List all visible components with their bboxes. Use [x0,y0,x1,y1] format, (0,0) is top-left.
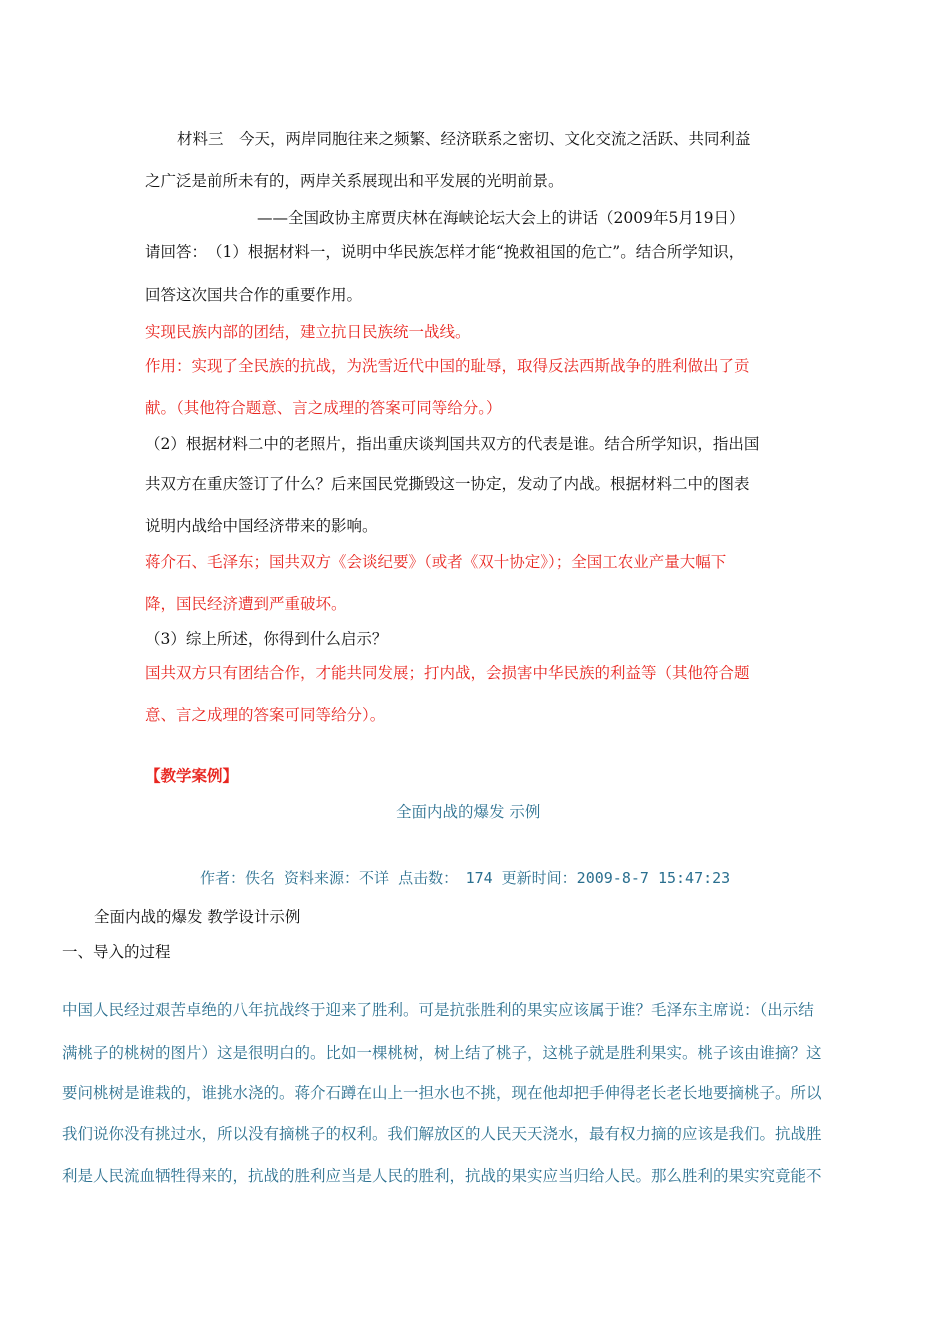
section-heading-intro: 一、导入的过程 [62,943,171,961]
case-heading: 【教学案例】 [145,766,239,785]
paragraph-line: 要问桃树是谁栽的，谁挑水浇的。蒋介石蹲在山上一担水也不挑，现在他却把手伸得老长老长地要摘桃子。所以 [62,1084,822,1102]
question1-line1: 请回答： （1）根据材料一，说明中华民族怎样才能“挽救祖国的危亡”。结合所学知识， [145,243,745,261]
question2-line3: 说明内战给中国经济带来的影响。 [145,517,378,535]
paragraph-line: 中国人民经过艰苦卓绝的八年抗战终于迎来了胜利。可是抗张胜利的果实应该属于谁？毛泽东主席说：（出示结 [62,1001,814,1019]
paragraph-line: 利是人民流血牺牲得来的，抗战的胜利应当是人民的胜利，抗战的果实应当归给人民。那么胜利的果实究竟能不 [62,1167,822,1185]
question1-line2: 回答这次国共合作的重要作用。 [145,286,363,304]
answer2-line1: 蒋介石、毛泽东；国共双方《会谈纪要》（或者《双十协定》）；全国工农业产量大幅下 [145,553,727,571]
answer1-line3: 献。（其他符合题意、言之成理的答案可同等给分。） [145,399,502,417]
paragraph-line: 我们说你没有挑过水，所以没有摘桃子的权利。我们解放区的人民天天浇水，最有权力摘的应该是我们。抗战胜 [62,1125,822,1143]
paragraph-line: 满桃子的桃树的图片）这是很明白的。比如一棵桃树，树上结了桃子，这桃子就是胜利果实。桃子该由谁摘？这 [62,1044,822,1062]
answer1-line2: 作用：实现了全民族的抗战，为洗雪近代中国的耻辱，取得反法西斯战争的胜利做出了贡 [145,357,750,375]
case-subtitle: 全面内战的爆发 教学设计示例 [94,908,301,926]
question2-line1: （2）根据材料二中的老照片，指出重庆谈判国共双方的代表是谁。结合所学知识，指出国 [145,435,760,453]
question3-line1: （3）综上所述，你得到什么启示？ [145,630,388,648]
material3-source: ——全国政协主席贾庆林在海峡论坛大会上的讲话（2009年5月19日） [257,209,745,227]
case-meta: 作者：佚名 资料来源：不详 点击数： 174 更新时间：2009-8-7 15:47:23 [200,869,731,887]
question2-line2: 共双方在重庆签订了什么？后来国民党撕毁这一协定，发动了内战。根据材料二中的图表 [145,475,750,493]
answer1-line1: 实现民族内部的团结，建立抗日民族统一战线。 [145,323,471,341]
answer2-line2: 降，国民经济遭到严重破坏。 [145,595,347,613]
material3-line1: 材料三 今天，两岸同胞往来之频繁、经济联系之密切、文化交流之活跃、共同利益 [177,130,751,148]
case-title: 全面内战的爆发 示例 [396,803,541,821]
material3-line2: 之广泛是前所未有的，两岸关系展现出和平发展的光明前景。 [145,172,564,190]
answer3-line1: 国共双方只有团结合作，才能共同发展；打内战，会损害中华民族的利益等（其他符合题 [145,664,750,682]
answer3-line2: 意、言之成理的答案可同等给分）。 [145,706,386,724]
